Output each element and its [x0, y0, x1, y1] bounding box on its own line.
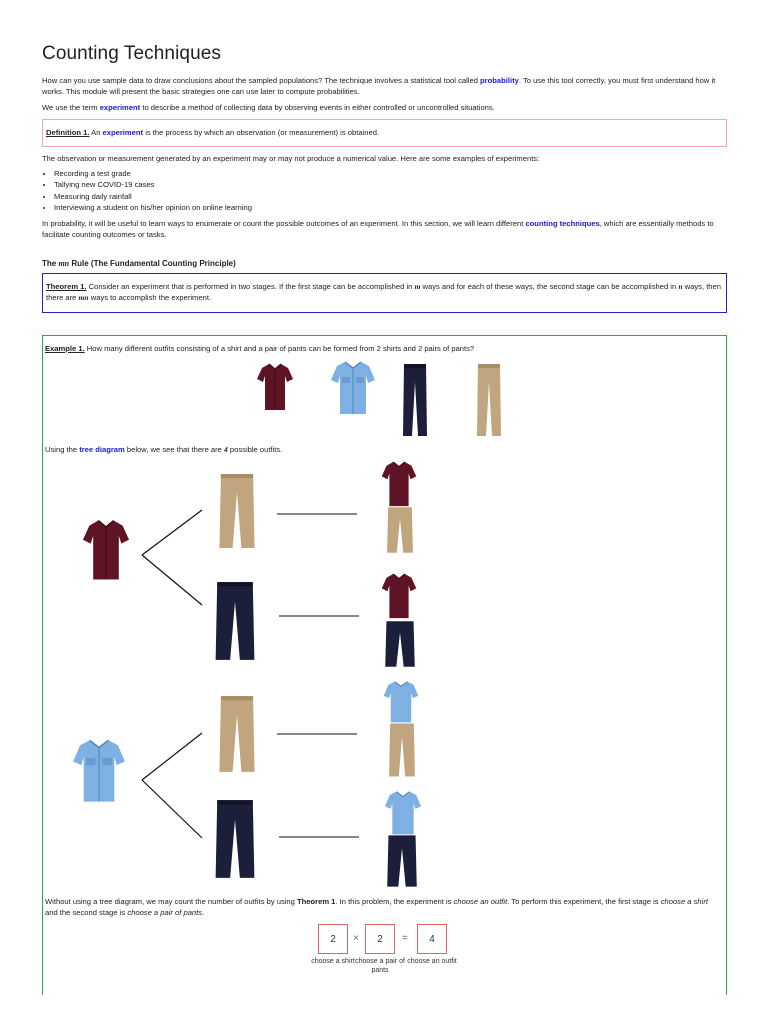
pants-count-box: 2: [365, 924, 395, 954]
times-operator: ×: [353, 933, 359, 944]
definition-label: Definition 1.: [46, 128, 90, 137]
list-item: • Interviewing a student on his/her opinion on online learning: [54, 202, 252, 213]
heading-math: mn: [58, 259, 70, 268]
theorem-math-n: n: [678, 282, 683, 291]
intro-text: How can you use sample data to draw conclusions about the sampled populations? The technique involves a statistical tool called: [42, 76, 481, 85]
experiment-paragraph: [42, 102, 727, 113]
experiment-link[interactable]: experiment: [99, 103, 141, 112]
theorem-text: Consider an experiment that is performed in two stages. If the first stage can be accomplished in: [86, 282, 415, 291]
navy-pants-icon: [214, 798, 256, 880]
shirt-count-box: 2: [318, 924, 348, 954]
theorem-label: Theorem 1.: [46, 282, 87, 291]
experiment-text: We use the term: [42, 103, 100, 112]
without-text-3: . To perform this experiment, the first stage is: [507, 897, 661, 906]
navy-pants-icon: [402, 362, 428, 438]
heading-text: The: [42, 259, 59, 268]
outfit-caption: choose an outfit: [407, 958, 457, 965]
example-question: [45, 343, 730, 354]
theorem-math-mn: mn: [78, 293, 89, 303]
theorem-text-4: ways to accomplish the experiment.: [88, 293, 212, 303]
example-question-text: How many different outfits consisting of a shirt and a pair of pants can be formed from 2 shirts and 2 pairs of pants?: [84, 344, 475, 353]
intro-paragraph: [42, 75, 727, 98]
experiment-text-2: to describe a method of collecting data by observing events in either controlled or uncontrolled situations.: [140, 103, 495, 112]
tree-text-3: possible outfits.: [227, 445, 283, 454]
without-tree-paragraph: [45, 896, 715, 919]
theorem-text-3: ways, then there are: [46, 282, 721, 303]
blue-shirt-icon: [70, 738, 128, 804]
blue-shirt-icon: [382, 790, 424, 836]
definition-box: [42, 119, 727, 147]
list-item: • Measuring daily rainfall: [54, 191, 252, 202]
mn-rule-heading: [42, 258, 236, 270]
definition-text-2: is the process by which an observation (or measurement) is obtained.: [143, 128, 380, 137]
khaki-pants-icon: [388, 722, 416, 778]
maroon-shirt-icon: [256, 362, 294, 412]
without-italic-3: choose a pair of pants: [127, 908, 203, 918]
maroon-shirt-icon: [80, 518, 132, 582]
definition-experiment-link[interactable]: experiment: [102, 128, 144, 137]
maroon-shirt-icon: [380, 460, 418, 508]
khaki-pants-icon: [476, 362, 502, 438]
counting-techniques-link[interactable]: counting techniques: [525, 219, 600, 228]
list-item: • Tallying new COVID-19 cases: [54, 179, 252, 190]
counting-calculation: [311, 924, 458, 984]
tree-diagram-link[interactable]: tree diagram: [79, 445, 125, 454]
tree-text-2: below, we see that there are: [124, 445, 224, 454]
tree-text: Using the: [45, 445, 80, 454]
without-text-2: . In this problem, the experiment is: [335, 897, 454, 906]
khaki-pants-icon: [386, 506, 414, 554]
examples-intro: The observation or measurement generated by an experiment may or may not produce a numerical value. Here are some examples of experiments:: [42, 154, 540, 163]
definition-text: An: [89, 128, 103, 137]
examples-list: [54, 168, 252, 213]
khaki-pants-icon: [218, 694, 256, 774]
without-italic-1: choose an outfit: [453, 897, 508, 906]
navy-pants-icon: [214, 580, 256, 662]
page-title: Counting Techniques: [42, 43, 222, 64]
blue-shirt-icon: [330, 360, 376, 416]
heading-text-2: Rule (The Fundamental Counting Principle): [69, 259, 236, 268]
blue-shirt-icon: [380, 680, 422, 724]
maroon-shirt-icon: [380, 572, 418, 620]
tree-count: 4: [224, 445, 228, 454]
list-item: • Recording a test grade: [54, 168, 252, 179]
navy-pants-icon: [384, 620, 416, 668]
counting-paragraph: [42, 218, 727, 241]
theorem-math-m: m: [414, 282, 421, 291]
theorem-reference: Theorem 1: [297, 897, 336, 906]
intro-text-2: . To use this tool correctly, you must first understand how it works. This module will present the basic strategies one can use later to compute probabilities.: [42, 76, 716, 97]
pants-caption: choose a pair of pants: [355, 958, 405, 974]
tree-intro: [45, 444, 730, 455]
probability-link[interactable]: probability: [480, 76, 519, 85]
without-text: Without using a tree diagram, we may count the number of outfits by using: [45, 897, 297, 906]
counting-text: In probability, it will be useful to learn ways to enumerate or count the possible outcomes of an experiment. In this section, we will learn different: [42, 219, 526, 228]
khaki-pants-icon: [218, 472, 256, 550]
without-italic-2: choose a shirt: [660, 897, 708, 906]
counting-text-2: , which are essentially methods to facilitate counting outcomes or tasks.: [42, 219, 714, 240]
theorem-box: [42, 273, 727, 313]
example-label: Example 1.: [45, 344, 85, 353]
shirt-caption: choose a shirt: [311, 958, 355, 965]
equals-operator: =: [402, 933, 408, 944]
theorem-text-2: ways and for each of these ways, the second stage can be accomplished in: [420, 282, 679, 291]
navy-pants-icon: [386, 834, 418, 888]
outfit-count-box: 4: [417, 924, 447, 954]
without-text-5: .: [202, 908, 205, 918]
without-text-4: and the second stage is: [45, 908, 128, 918]
